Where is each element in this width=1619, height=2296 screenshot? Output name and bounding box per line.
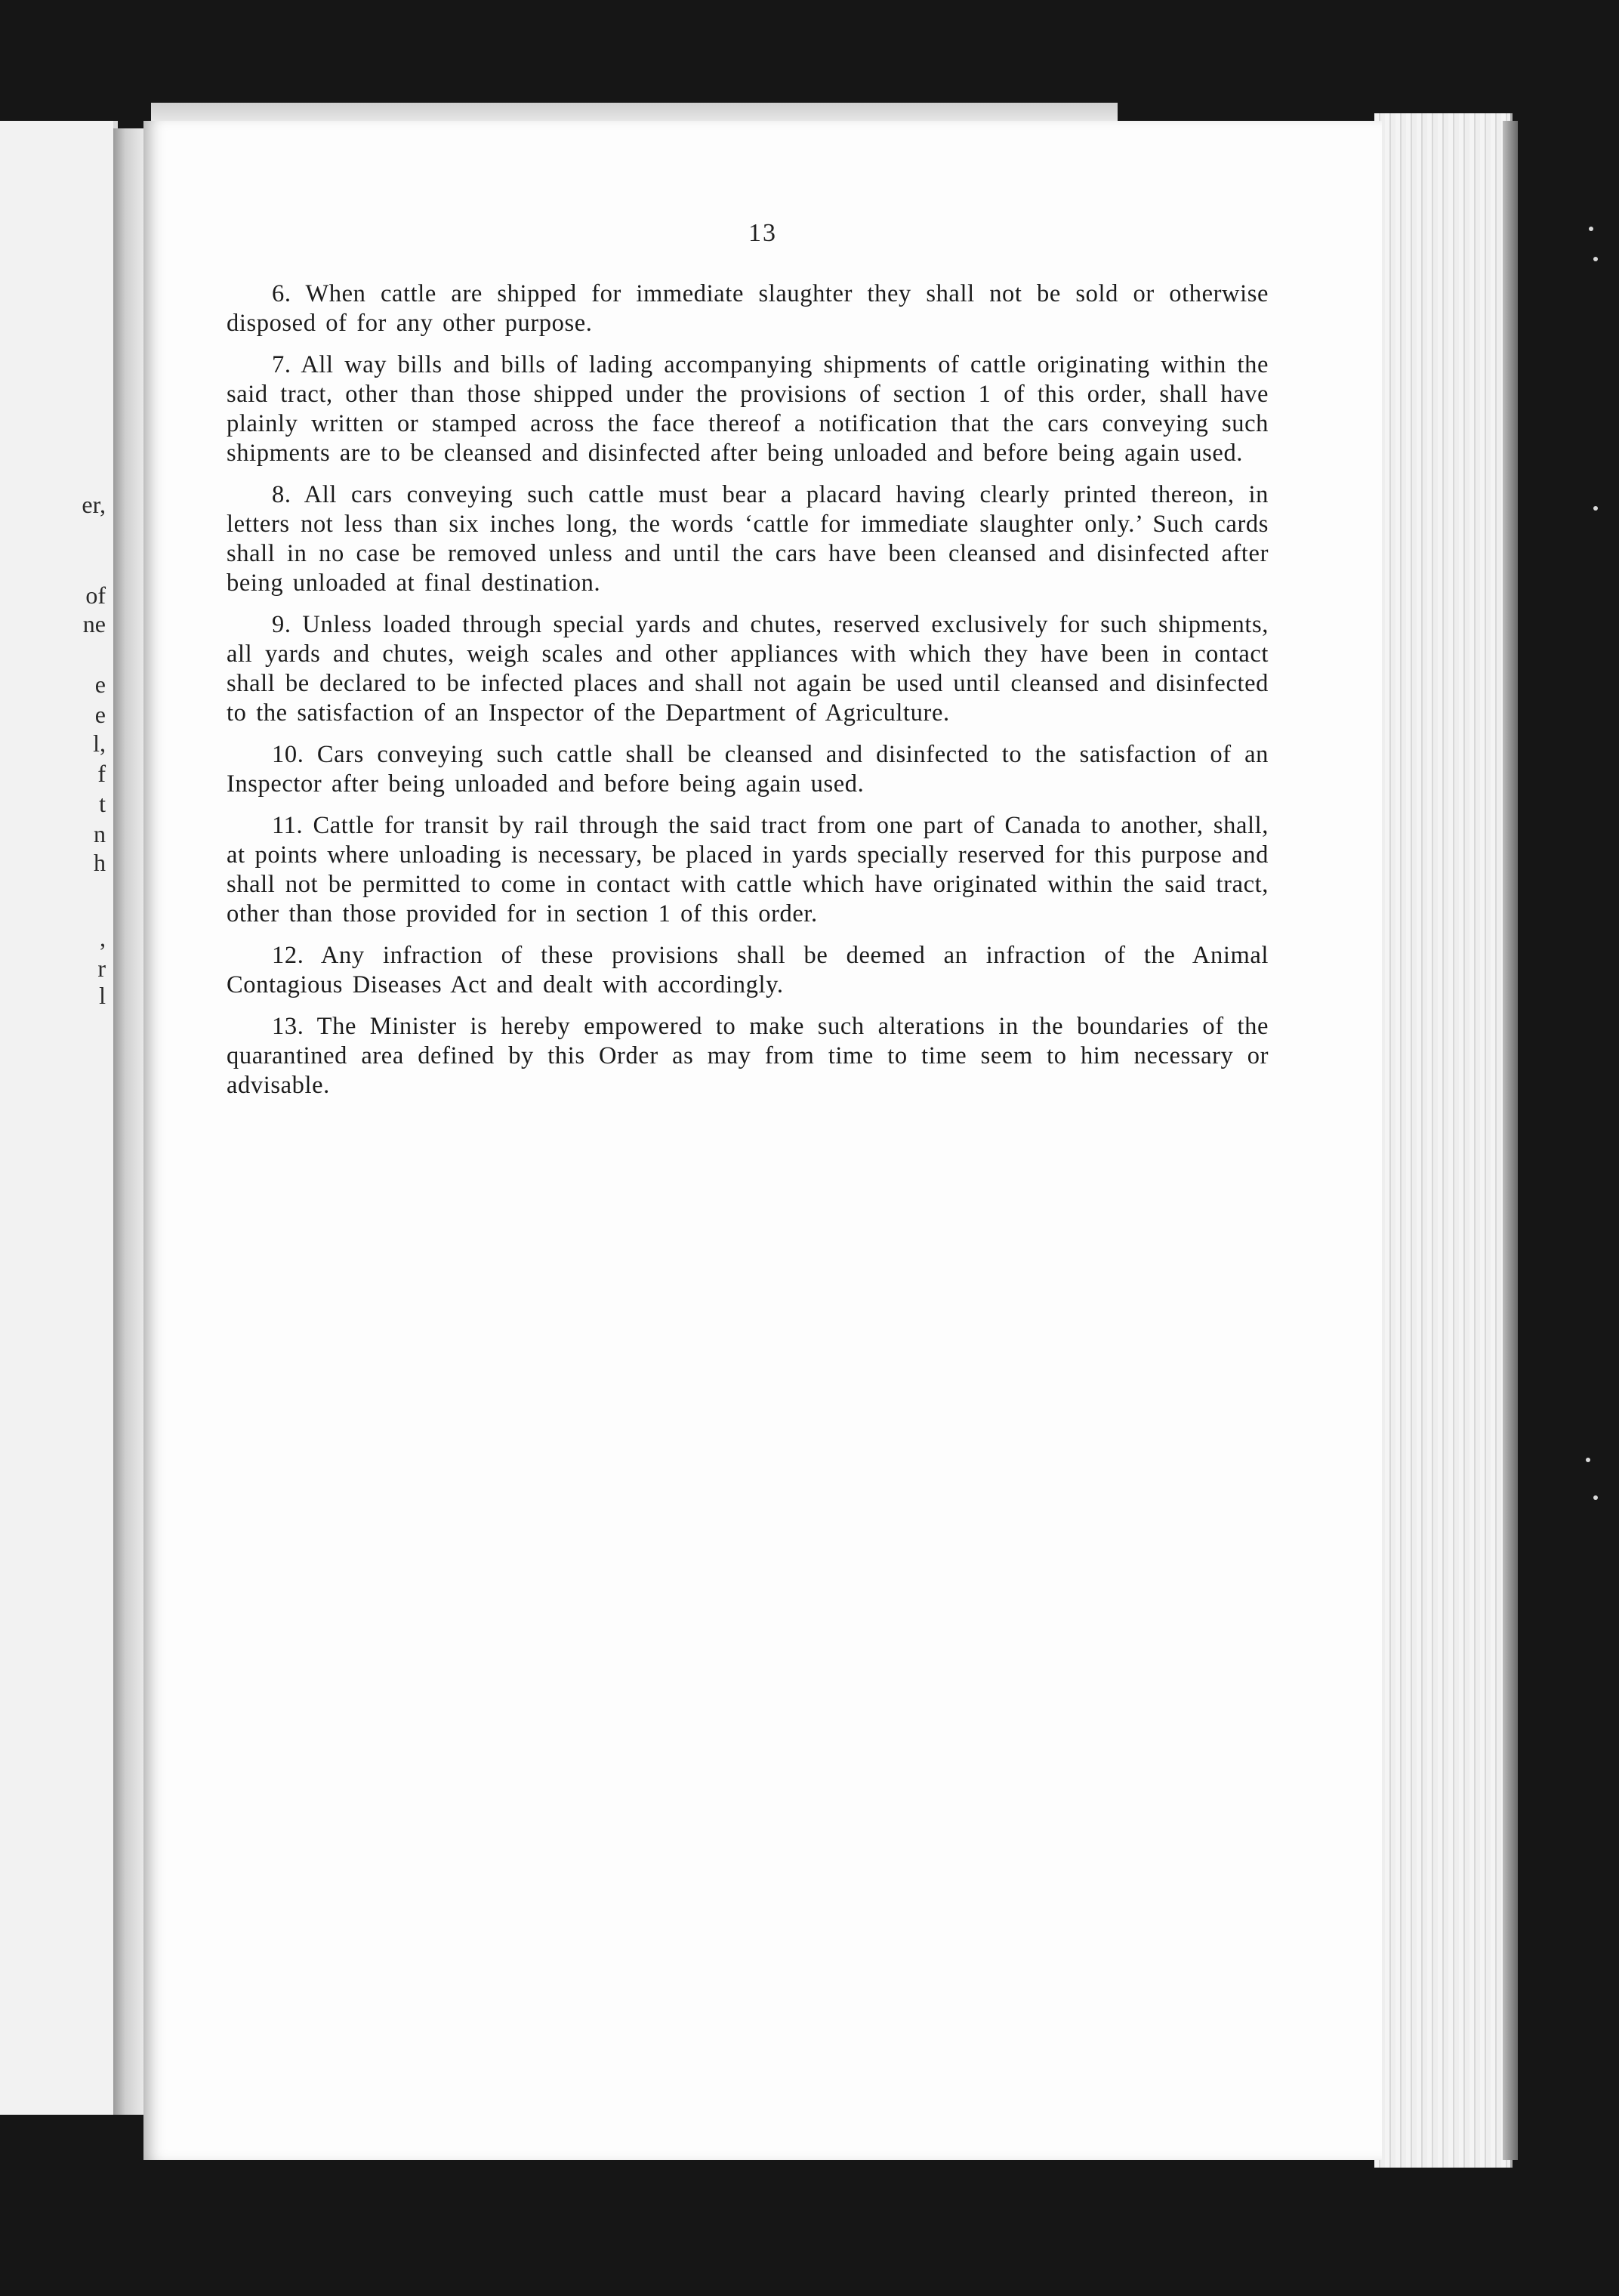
page-stack-edge bbox=[1503, 121, 1518, 2160]
dust-speck bbox=[1593, 257, 1598, 261]
paragraph-6: 6. When cattle are shipped for immediate slaughter they shall not be sold or otherwise disposed of for any other purpose. bbox=[227, 280, 1269, 337]
left-page-fragment: e bbox=[94, 701, 106, 728]
page-body bbox=[227, 279, 1269, 1113]
left-page-fragment: t bbox=[99, 790, 106, 817]
paragraph-13: 13. The Minister is hereby empowered to make such alterations in the boundaries of the quarantined area defined by this Order as may from time to time seem to him necessary or advisable. bbox=[227, 1013, 1269, 1099]
left-facing-page bbox=[0, 121, 118, 2115]
left-page-fragment: e bbox=[94, 671, 106, 698]
right-page-stack bbox=[1374, 113, 1513, 2168]
left-page-fragment: l, bbox=[93, 730, 106, 757]
dust-speck bbox=[1593, 506, 1598, 511]
paragraph-10: 10. Cars conveying such cattle shall be cleansed and disinfected to the satisfaction of an Inspector after being unloaded and before being again used. bbox=[227, 741, 1269, 798]
left-page-fragment: ne bbox=[82, 610, 106, 637]
dust-speck bbox=[1586, 1458, 1590, 1462]
paragraph-12: 12. Any infraction of these provisions shall be deemed an infraction of the Animal Contagious Diseases Act and dealt with accordingly. bbox=[227, 942, 1269, 998]
dust-speck bbox=[1589, 227, 1593, 231]
book-gutter bbox=[113, 128, 143, 2115]
paragraph-8: 8. All cars conveying such cattle must bear a placard having clearly printed thereon, in letters not less than six inches long, the words ‘cattle for immediate slaughter only.’ Such cards shall in no case be removed unless and until the cars have been cleansed and disinfected after being unloaded at final destination. bbox=[227, 481, 1269, 597]
left-page-fragment: , bbox=[100, 924, 106, 952]
paragraph-7: 7. All way bills and bills of lading accompanying shipments of cattle originating within the said tract, other than those shipped under the provisions of section 1 of this order, shall have plainly written or stamped across the face thereof a notification that the cars conveying such shipments are to be cleansed and disinfected after being unloaded and before being again used. bbox=[227, 351, 1269, 467]
paragraph-11: 11. Cattle for transit by rail through the said tract from one part of Canada to another, shall, at points where unloading is necessary, be placed in yards specially reserved for this purpose and shall not be permitted to come in contact with cattle which have originated within the said tract, other than those provided for in section 1 of this order. bbox=[227, 812, 1269, 927]
left-page-fragment: l bbox=[99, 982, 106, 1009]
left-page-fragment: n bbox=[94, 820, 106, 847]
page-number: 13 bbox=[748, 219, 777, 247]
left-page-fragment: of bbox=[85, 582, 106, 609]
left-page-fragment: h bbox=[94, 849, 106, 876]
paragraph-9: 9. Unless loaded through special yards and chutes, reserved exclusively for such shipments, all yards and chutes, weigh scales and other appliances with which they have been in contact shall be declared to be infected places and shall not again be used until cleansed and disinfected to the satisfaction of an Inspector of the Department of Agriculture. bbox=[227, 611, 1269, 727]
left-page-fragment: f bbox=[97, 760, 106, 787]
document-page bbox=[143, 121, 1382, 2160]
left-page-fragment: er, bbox=[82, 491, 106, 518]
dust-speck bbox=[1593, 1495, 1598, 1500]
left-page-fragment: r bbox=[97, 955, 106, 982]
